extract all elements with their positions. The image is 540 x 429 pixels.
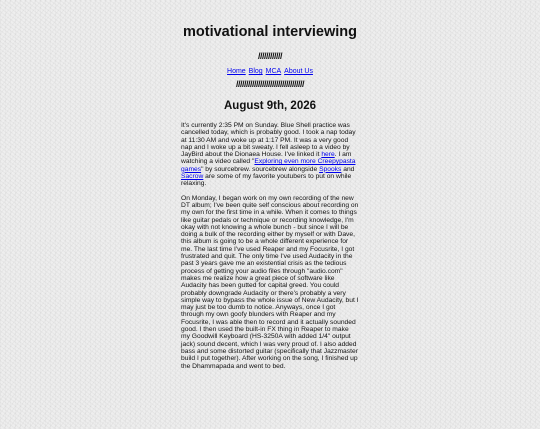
- para1-text-5: are some of my favorite youtubers to put on while relaxing.: [181, 173, 352, 188]
- para1-text-1: It's currently 2:35 PM on Sunday. Blue Shell practice was cancelled today, which is probably good. I took a nap today at 11:30 AM and woke up at 1:17 PM. It was a very good nap and I woke up a bit sweaty. I fell asleep to a video by JayBird about the Dionaea House. I've linked it: [181, 122, 356, 159]
- para1-text-3: " by sourcebrew. sourcebrew alongside: [201, 165, 320, 173]
- post-date: August 9th, 2026: [223, 100, 317, 112]
- paragraph-2: On Monday, I began work on my own recording of the new DT album; I've been quite self conscious about recording on my own for the first time in a while. When it comes to things like guitar pedals or technique or recording knowledge, I'm okay with not knowing a whole bunch - but since I will be doing a bulk of the recording either by myself or with Dave, this album is going to be a whole different experience for me. The last time I've used Reaper and my Focusrite, I got frustrated and quit. The only time I've used Audacity in the past 3 years gave me an existential crisis as the tedious process of getting your audio files through "audio.com" makes me realize how a great piece of software like Audacity has been gutted for capital greed. You could probably downgrade Audacity or there's probably a very simple way to bypass the whole issue of New Audacity, but I may just be too dumb to notice. Anyways, once I got through my own goofy blunders with Reaper and my Focusrite, I was able then to record and it actually sounded good. I then used the built-in FX thing in Reaper to make my Goodwill Keyboard (HS-3250A with added 1/4" output jack) sound decent, which I was very proud of. I also added bass and some distorted guitar (specifically that Jazzmaster build I put together). After working on the song, I finished up the Dhammapada and went to bed.: [181, 194, 359, 370]
- para1-text-2: . I am watching a video called ": [181, 151, 352, 166]
- post-body: [181, 122, 359, 370]
- divider-top: ////////////: [257, 51, 282, 61]
- link-sacrow[interactable]: Sacrow: [181, 173, 204, 181]
- page: [0, 24, 540, 370]
- site-title: motivational interviewing: [182, 24, 358, 40]
- link-spooks[interactable]: Spooks: [319, 165, 342, 173]
- nav-link-blog[interactable]: Blog: [248, 68, 263, 75]
- link-here[interactable]: here: [321, 151, 335, 159]
- nav-link-about[interactable]: About Us: [284, 68, 313, 75]
- nav-link-home[interactable]: Home: [227, 68, 246, 75]
- divider-bottom: //////////////////////////////////: [235, 79, 305, 89]
- para1-text-4: and: [341, 165, 355, 173]
- nav-link-mca[interactable]: MCA: [265, 68, 282, 75]
- link-creepypasta-video[interactable]: Exploring even more Creepypasta games: [181, 158, 356, 173]
- nav-bar: [0, 68, 540, 75]
- paragraph-1: [181, 122, 359, 188]
